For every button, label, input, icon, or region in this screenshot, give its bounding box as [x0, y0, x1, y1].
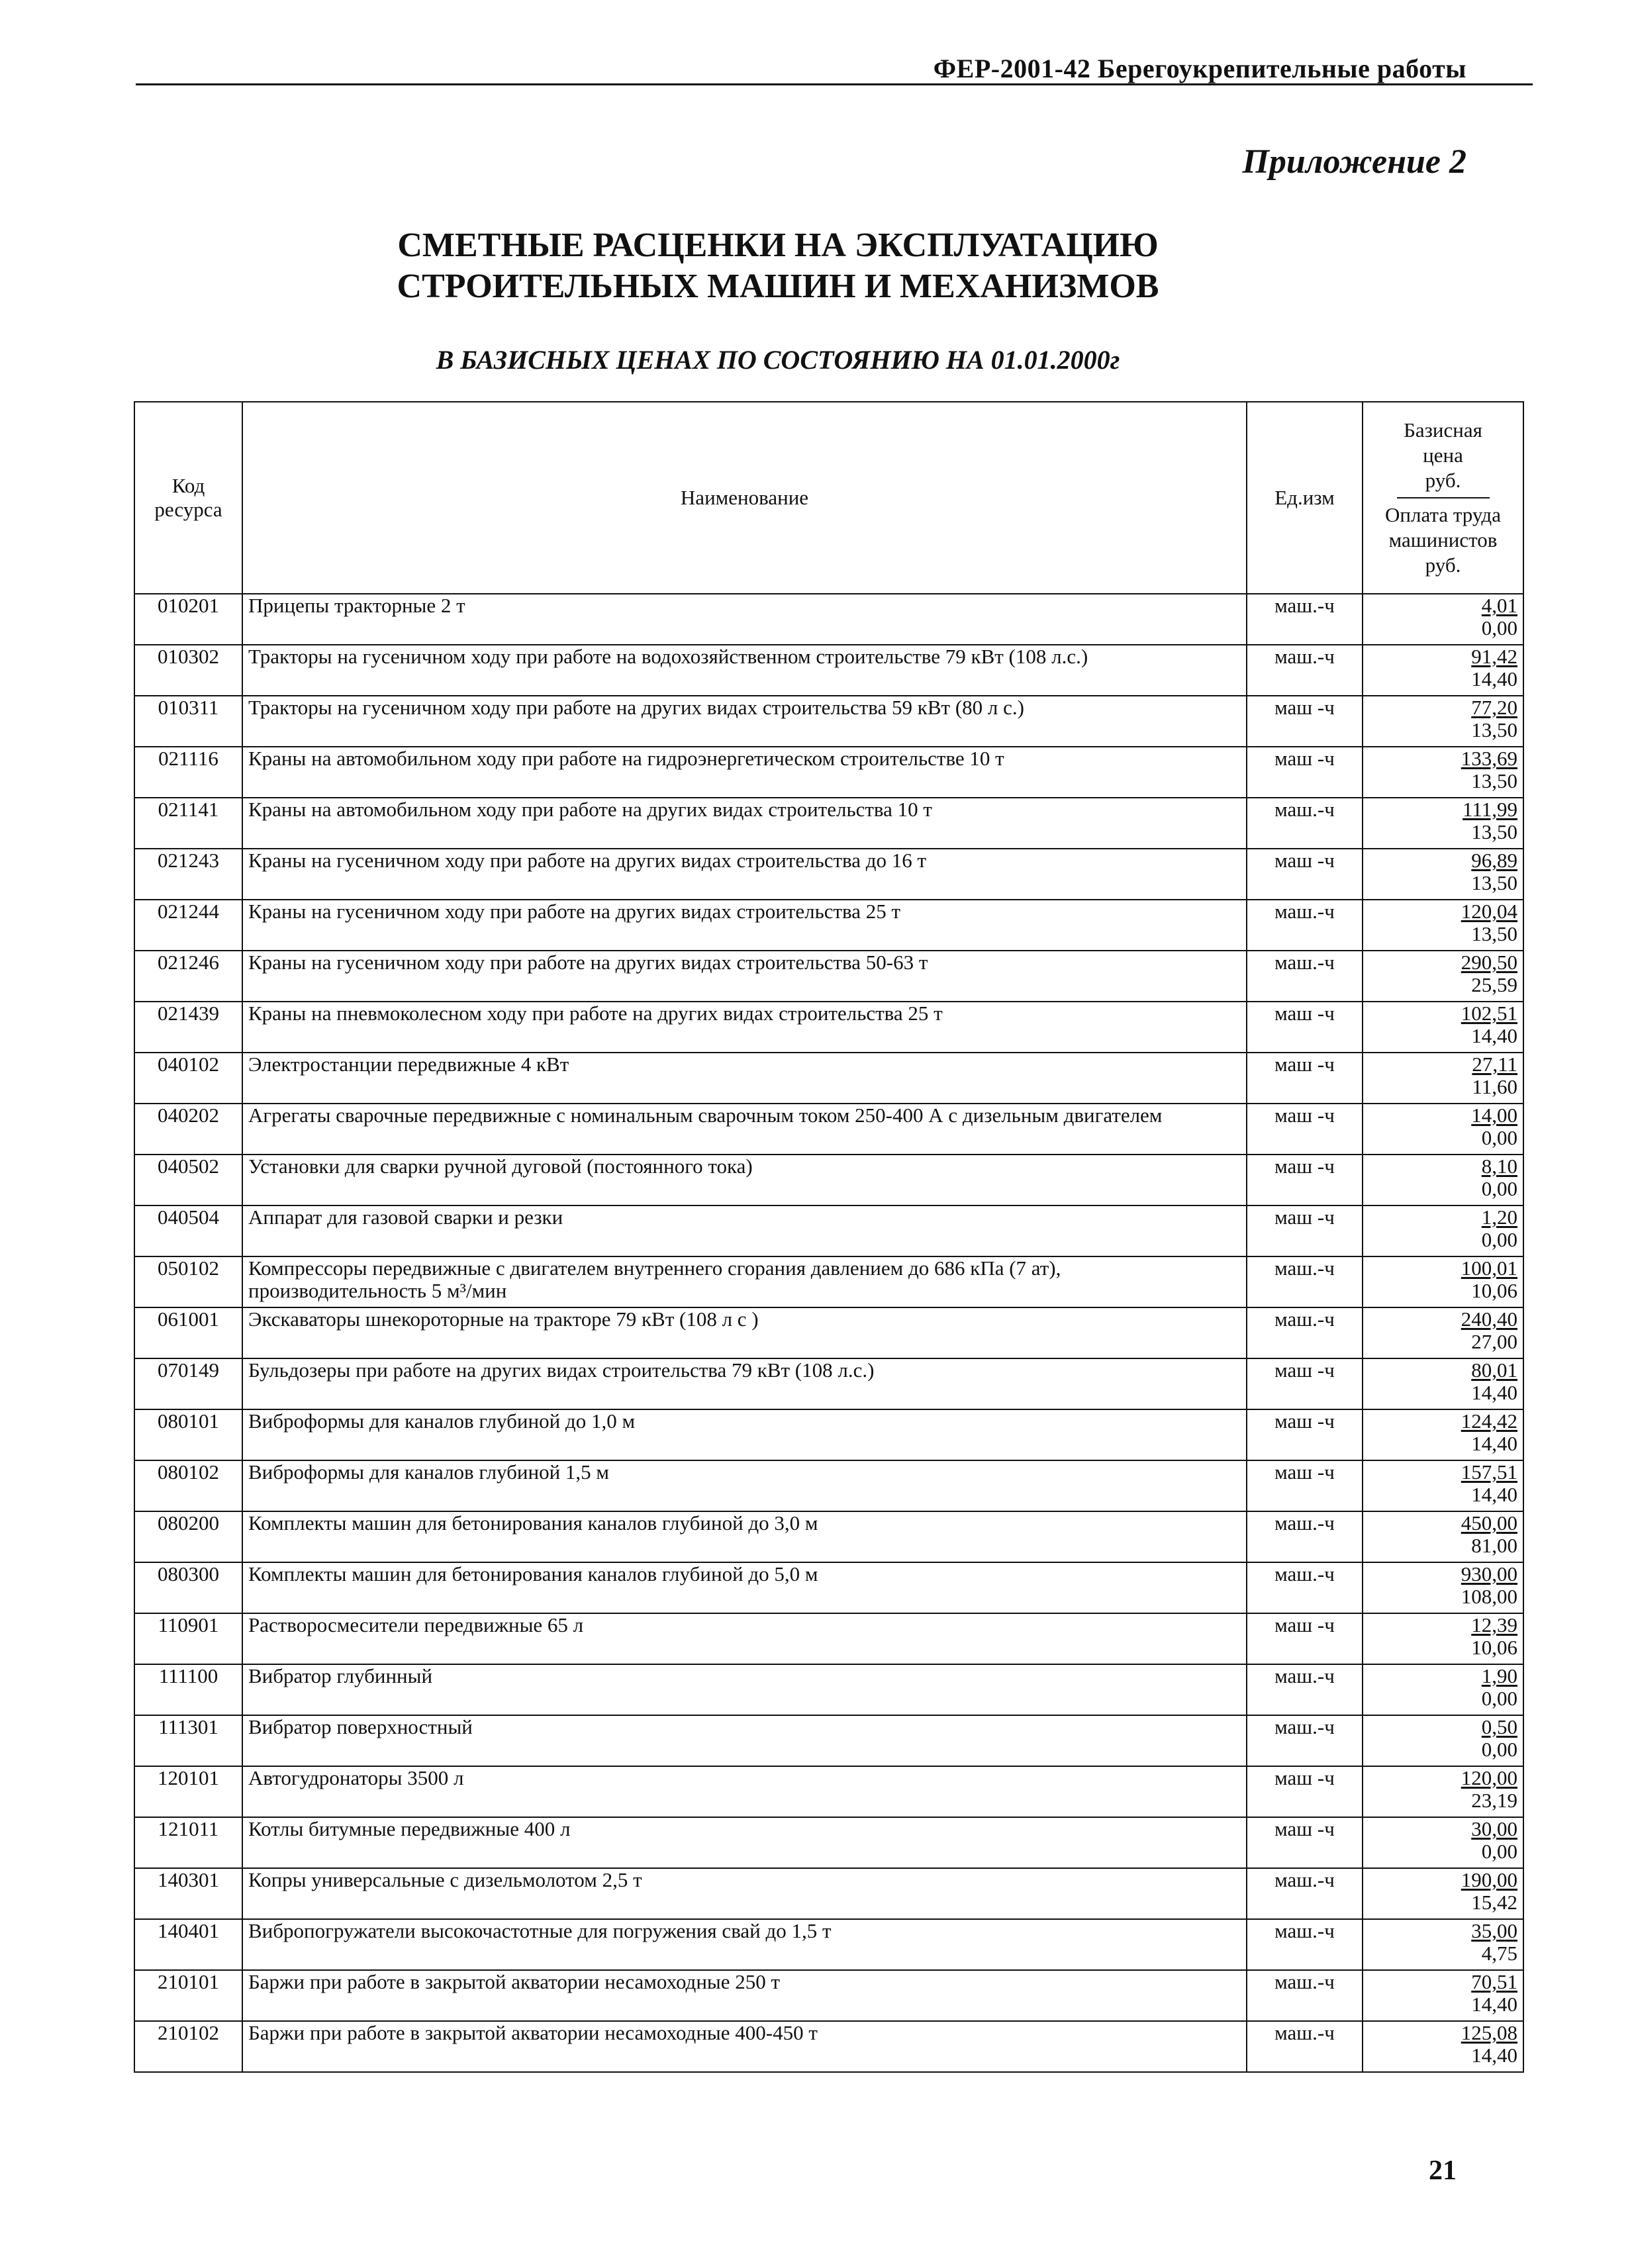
unit-of-measure: маш.-ч — [1247, 1715, 1363, 1766]
header-rule — [136, 83, 1533, 85]
unit-of-measure: маш.-ч — [1247, 1919, 1363, 1970]
price-cell — [1363, 1511, 1523, 1562]
resource-code: 120101 — [134, 1766, 242, 1817]
resource-name: Краны на гусеничном ходу при работе на других видах строительства 50-63 т — [242, 951, 1247, 1002]
resource-code: 040202 — [134, 1104, 242, 1155]
resource-name: Тракторы на гусеничном ходу при работе на других видах строительства 59 кВт (80 л с.) — [242, 696, 1247, 747]
table-row — [134, 645, 1523, 696]
table-row — [134, 1919, 1523, 1970]
base-price: 35,00 — [1471, 1919, 1517, 1942]
unit-of-measure: маш.-ч — [1247, 1511, 1363, 1562]
table-header-row — [134, 402, 1523, 594]
unit-of-measure: маш -ч — [1247, 747, 1363, 798]
resource-code: 021243 — [134, 849, 242, 900]
table-row — [134, 696, 1523, 747]
resource-name: Автогудронаторы 3500 л — [242, 1766, 1247, 1817]
operator-wage: 13,50 — [1471, 871, 1517, 894]
operator-wage: 0,00 — [1481, 1228, 1517, 1251]
price-cell — [1363, 645, 1523, 696]
resource-name: Установки для сварки ручной дуговой (постоянного тока) — [242, 1155, 1247, 1205]
base-price: 77,20 — [1471, 696, 1517, 719]
base-price: 1,90 — [1481, 1664, 1517, 1687]
price-cell — [1363, 1766, 1523, 1817]
operator-wage: 108,00 — [1461, 1585, 1517, 1608]
resource-name: Копры универсальные с дизельмолотом 2,5 т — [242, 1868, 1247, 1919]
table-body — [134, 594, 1523, 2072]
table-row — [134, 900, 1523, 951]
base-price: 157,51 — [1461, 1460, 1517, 1484]
base-price: 8,10 — [1481, 1155, 1517, 1178]
resource-name: Вибратор глубинный — [242, 1664, 1247, 1715]
table-row — [134, 1562, 1523, 1613]
table-row — [134, 1766, 1523, 1817]
operator-wage: 0,00 — [1481, 1687, 1517, 1710]
unit-of-measure: маш -ч — [1247, 1205, 1363, 1256]
table-row — [134, 1205, 1523, 1256]
resource-name: Электростанции передвижные 4 кВт — [242, 1053, 1247, 1104]
unit-of-measure: маш -ч — [1247, 1358, 1363, 1409]
table-row — [134, 1002, 1523, 1053]
operator-wage: 14,40 — [1471, 1381, 1517, 1404]
price-cell — [1363, 2021, 1523, 2072]
resource-code: 050102 — [134, 1256, 242, 1307]
operator-wage: 14,40 — [1471, 1483, 1517, 1506]
base-price: 4,01 — [1481, 594, 1517, 617]
resource-name: Растворосмесители передвижные 65 л — [242, 1613, 1247, 1664]
operator-wage: 0,00 — [1481, 1840, 1517, 1863]
resource-name: Тракторы на гусеничном ходу при работе на водохозяйственном строительстве 79 кВт (108 л.с.) — [242, 645, 1247, 696]
operator-wage: 10,06 — [1471, 1636, 1517, 1659]
resource-name: Баржи при работе в закрытой акватории несамоходные 400-450 т — [242, 2021, 1247, 2072]
price-cell — [1363, 1002, 1523, 1053]
page-number: 21 — [1429, 2155, 1457, 2186]
table-row — [134, 1053, 1523, 1104]
table-row — [134, 1104, 1523, 1155]
price-cell — [1363, 1307, 1523, 1358]
table-row — [134, 1155, 1523, 1205]
table-row — [134, 1460, 1523, 1511]
table-row — [134, 1664, 1523, 1715]
resource-name: Компрессоры передвижные с двигателем внутреннего сгорания давлением до 686 кПа (7 ат), производительность 5 м³/мин — [242, 1256, 1247, 1307]
resource-name: Вибропогружатели высокочастотные для погружения свай до 1,5 т — [242, 1919, 1247, 1970]
operator-wage: 15,42 — [1471, 1891, 1517, 1914]
price-cell — [1363, 1205, 1523, 1256]
resource-code: 111100 — [134, 1664, 242, 1715]
wage-header-line: Оплата труда — [1385, 503, 1501, 526]
operator-wage: 14,40 — [1471, 1024, 1517, 1047]
table-row — [134, 1868, 1523, 1919]
resource-code: 110901 — [134, 1613, 242, 1664]
resource-name: Краны на гусеничном ходу при работе на других видах строительства до 16 т — [242, 849, 1247, 900]
table-row — [134, 1307, 1523, 1358]
price-header-line: цена — [1423, 444, 1463, 467]
table-row — [134, 2021, 1523, 2072]
table-row — [134, 1256, 1523, 1307]
base-price: 124,42 — [1461, 1409, 1517, 1433]
operator-wage: 10,06 — [1471, 1279, 1517, 1302]
operator-wage: 13,50 — [1471, 718, 1517, 741]
unit-of-measure: маш -ч — [1247, 1053, 1363, 1104]
operator-wage: 14,40 — [1471, 2044, 1517, 2067]
column-header-unit: Ед.изм — [1247, 402, 1363, 594]
price-header-line: руб. — [1425, 469, 1461, 492]
base-price: 70,51 — [1471, 1970, 1517, 1993]
resource-code: 010311 — [134, 696, 242, 747]
resource-code: 040504 — [134, 1205, 242, 1256]
operator-wage: 23,19 — [1471, 1789, 1517, 1812]
resource-name: Прицепы тракторные 2 т — [242, 594, 1247, 645]
operator-wage: 0,00 — [1481, 1738, 1517, 1761]
base-price: 0,50 — [1481, 1715, 1517, 1738]
price-cell — [1363, 849, 1523, 900]
operator-wage: 25,59 — [1471, 973, 1517, 996]
price-cell — [1363, 1715, 1523, 1766]
unit-of-measure: маш.-ч — [1247, 2021, 1363, 2072]
price-cell — [1363, 1409, 1523, 1460]
unit-of-measure: маш.-ч — [1247, 1664, 1363, 1715]
operator-wage: 13,50 — [1471, 922, 1517, 945]
price-cell — [1363, 1613, 1523, 1664]
machine-rates-table — [134, 401, 1524, 2073]
base-price: 190,00 — [1461, 1868, 1517, 1891]
resource-code: 080300 — [134, 1562, 242, 1613]
resource-name: Котлы битумные передвижные 400 л — [242, 1817, 1247, 1868]
table-row — [134, 1817, 1523, 1868]
resource-name: Агрегаты сварочные передвижные с номинальным сварочным током 250-400 А с дизельным двигателем — [242, 1104, 1247, 1155]
price-header-divider — [1397, 497, 1490, 498]
base-price: 1,20 — [1481, 1205, 1517, 1229]
table-row — [134, 1511, 1523, 1562]
price-cell — [1363, 1664, 1523, 1715]
resource-code: 080101 — [134, 1409, 242, 1460]
unit-of-measure: маш -ч — [1247, 849, 1363, 900]
wage-header-line: руб. — [1425, 553, 1461, 577]
table-row — [134, 951, 1523, 1002]
resource-code: 210102 — [134, 2021, 242, 2072]
resource-name: Экскаваторы шнекороторные на тракторе 79 кВт (108 л с ) — [242, 1307, 1247, 1358]
base-price: 80,01 — [1471, 1358, 1517, 1382]
operator-wage: 0,00 — [1481, 1177, 1517, 1200]
resource-code: 040102 — [134, 1053, 242, 1104]
operator-wage: 0,00 — [1481, 616, 1517, 639]
unit-of-measure: маш.-ч — [1247, 1970, 1363, 2021]
resource-code: 210101 — [134, 1970, 242, 2021]
resource-code: 021116 — [134, 747, 242, 798]
price-cell — [1363, 798, 1523, 849]
resource-name: Виброформы для каналов глубиной до 1,0 м — [242, 1409, 1247, 1460]
unit-of-measure: маш -ч — [1247, 1409, 1363, 1460]
base-price: 133,69 — [1461, 747, 1517, 770]
table-row — [134, 798, 1523, 849]
table-row — [134, 594, 1523, 645]
base-price: 102,51 — [1461, 1002, 1517, 1025]
operator-wage: 11,60 — [1472, 1075, 1517, 1098]
document-title — [132, 225, 1423, 307]
price-cell — [1363, 696, 1523, 747]
table-row — [134, 849, 1523, 900]
base-price: 120,04 — [1461, 900, 1517, 923]
resource-code: 021141 — [134, 798, 242, 849]
table-row — [134, 747, 1523, 798]
resource-name: Краны на автомобильном ходу при работе на гидроэнергетическом строительстве 10 т — [242, 747, 1247, 798]
resource-name: Комплекты машин для бетонирования каналов глубиной до 5,0 м — [242, 1562, 1247, 1613]
resource-name: Вибратор поверхностный — [242, 1715, 1247, 1766]
base-price: 240,40 — [1461, 1307, 1517, 1331]
price-cell — [1363, 1358, 1523, 1409]
resource-code: 140301 — [134, 1868, 242, 1919]
resource-name: Баржи при работе в закрытой акватории несамоходные 250 т — [242, 1970, 1247, 2021]
price-cell — [1363, 1155, 1523, 1205]
unit-of-measure: маш.-ч — [1247, 1307, 1363, 1358]
resource-code: 070149 — [134, 1358, 242, 1409]
unit-of-measure: маш -ч — [1247, 1002, 1363, 1053]
operator-wage: 0,00 — [1481, 1126, 1517, 1149]
base-price: 30,00 — [1471, 1817, 1517, 1840]
unit-of-measure: маш.-ч — [1247, 900, 1363, 951]
table-row — [134, 1409, 1523, 1460]
price-cell — [1363, 951, 1523, 1002]
base-price: 100,01 — [1461, 1256, 1517, 1280]
unit-of-measure: маш -ч — [1247, 1613, 1363, 1664]
unit-of-measure: маш -ч — [1247, 696, 1363, 747]
unit-of-measure: маш -ч — [1247, 1460, 1363, 1511]
unit-of-measure: маш.-ч — [1247, 1562, 1363, 1613]
base-price: 12,39 — [1471, 1613, 1517, 1636]
price-cell — [1363, 1562, 1523, 1613]
base-price: 930,00 — [1461, 1562, 1517, 1585]
price-cell — [1363, 1817, 1523, 1868]
base-price: 91,42 — [1471, 645, 1517, 668]
base-price: 111,99 — [1463, 798, 1517, 821]
base-price: 96,89 — [1471, 849, 1517, 872]
unit-of-measure: маш.-ч — [1247, 1256, 1363, 1307]
price-cell — [1363, 900, 1523, 951]
document-title-line-1: СМЕТНЫЕ РАСЦЕНКИ НА ЭКСПЛУАТАЦИЮ — [397, 226, 1159, 264]
resource-name: Виброформы для каналов глубиной 1,5 м — [242, 1460, 1247, 1511]
resource-code: 140401 — [134, 1919, 242, 1970]
unit-of-measure: маш.-ч — [1247, 594, 1363, 645]
price-cell — [1363, 1970, 1523, 2021]
operator-wage: 13,50 — [1471, 769, 1517, 792]
table-row — [134, 1358, 1523, 1409]
unit-of-measure: маш.-ч — [1247, 1868, 1363, 1919]
document-title-line-2: СТРОИТЕЛЬНЫХ МАШИН И МЕХАНИЗМОВ — [397, 267, 1159, 305]
operator-wage: 14,40 — [1471, 1993, 1517, 2016]
column-header-code: Код ресурса — [134, 402, 242, 594]
resource-name: Краны на пневмоколесном ходу при работе на других видах строительства 25 т — [242, 1002, 1247, 1053]
unit-of-measure: маш.-ч — [1247, 951, 1363, 1002]
document-subtitle: В БАЗИСНЫХ ЦЕНАХ ПО СОСТОЯНИЮ НА 01.01.2000г — [436, 345, 1120, 375]
resource-code: 080102 — [134, 1460, 242, 1511]
appendix-label: Приложение 2 — [1242, 143, 1466, 181]
price-header-line: Базисная — [1404, 418, 1482, 442]
resource-code: 021244 — [134, 900, 242, 951]
unit-of-measure: маш.-ч — [1247, 645, 1363, 696]
resource-code: 021439 — [134, 1002, 242, 1053]
base-price: 450,00 — [1461, 1511, 1517, 1535]
resource-code: 080200 — [134, 1511, 242, 1562]
price-cell — [1363, 1104, 1523, 1155]
column-header-price — [1363, 402, 1523, 594]
unit-of-measure: маш -ч — [1247, 1766, 1363, 1817]
base-price: 14,00 — [1471, 1104, 1517, 1127]
price-cell — [1363, 1868, 1523, 1919]
resource-code: 010201 — [134, 594, 242, 645]
resource-code: 021246 — [134, 951, 242, 1002]
resource-name: Аппарат для газовой сварки и резки — [242, 1205, 1247, 1256]
price-cell — [1363, 1919, 1523, 1970]
running-header-title: ФЕР-2001-42 Берегоукрепительные работы — [933, 54, 1466, 83]
price-cell — [1363, 1256, 1523, 1307]
wage-header-line: машинистов — [1388, 528, 1498, 551]
unit-of-measure: маш.-ч — [1247, 798, 1363, 849]
price-cell — [1363, 1460, 1523, 1511]
operator-wage: 4,75 — [1481, 1942, 1517, 1965]
table-row — [134, 1613, 1523, 1664]
resource-name: Комплекты машин для бетонирования каналов глубиной до 3,0 м — [242, 1511, 1247, 1562]
resource-code: 061001 — [134, 1307, 242, 1358]
column-header-name: Наименование — [242, 402, 1247, 594]
price-cell — [1363, 1053, 1523, 1104]
resource-code: 121011 — [134, 1817, 242, 1868]
price-cell — [1363, 747, 1523, 798]
table-row — [134, 1715, 1523, 1766]
unit-of-measure: маш -ч — [1247, 1817, 1363, 1868]
table-row — [134, 1970, 1523, 2021]
base-price: 27,11 — [1472, 1053, 1517, 1076]
resource-name: Бульдозеры при работе на других видах строительства 79 кВт (108 л.с.) — [242, 1358, 1247, 1409]
resource-code: 111301 — [134, 1715, 242, 1766]
unit-of-measure: маш -ч — [1247, 1104, 1363, 1155]
resource-name: Краны на автомобильном ходу при работе на других видах строительства 10 т — [242, 798, 1247, 849]
operator-wage: 13,50 — [1471, 820, 1517, 843]
base-price: 125,08 — [1461, 2021, 1517, 2044]
base-price: 120,00 — [1461, 1766, 1517, 1789]
operator-wage: 14,40 — [1471, 667, 1517, 690]
resource-code: 040502 — [134, 1155, 242, 1205]
operator-wage: 27,00 — [1471, 1330, 1517, 1353]
price-cell — [1363, 594, 1523, 645]
operator-wage: 81,00 — [1471, 1534, 1517, 1557]
resource-code: 010302 — [134, 645, 242, 696]
base-price: 290,50 — [1461, 951, 1517, 974]
unit-of-measure: маш -ч — [1247, 1155, 1363, 1205]
resource-name: Краны на гусеничном ходу при работе на других видах строительства 25 т — [242, 900, 1247, 951]
operator-wage: 14,40 — [1471, 1432, 1517, 1455]
